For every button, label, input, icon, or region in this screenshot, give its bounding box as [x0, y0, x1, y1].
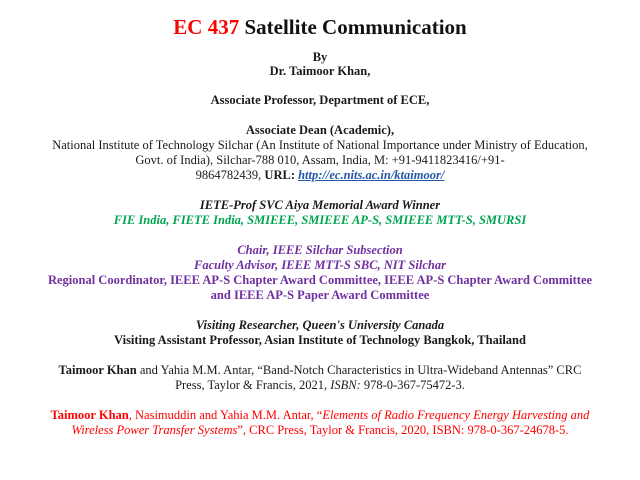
- visiting-block: [0, 318, 640, 348]
- affiliation-line3: [0, 168, 640, 183]
- affiliation-block: [0, 123, 640, 183]
- book2-line2-rest: ”, CRC Press, Taylor & Francis, 2020, ISBN: 978-0-367-24678-5.: [237, 423, 569, 437]
- url-label: URL:: [264, 168, 295, 182]
- slide-title: [0, 14, 640, 40]
- book1-author: Taimoor Khan: [58, 363, 137, 377]
- byline-author: Dr. Taimoor Khan,: [269, 64, 371, 78]
- book1-publisher: Press, Taylor & Francis, 2021,: [175, 378, 331, 392]
- reference-book2: [0, 408, 640, 438]
- book1-isbn-label: ISBN:: [330, 378, 361, 392]
- visiting-researcher: Visiting Researcher, Queen's University Canada: [195, 318, 445, 332]
- book1-line1-rest: and Yahia M.M. Antar, “Band-Notch Characteristics in Ultra-Wideband Antennas” CRC: [136, 363, 582, 377]
- awards-block: [0, 198, 640, 228]
- reference-book1: [0, 363, 640, 393]
- award-winner-text: IETE-Prof SVC Aiya Memorial Award Winner: [199, 198, 441, 212]
- book1-isbn-value: 978-0-367-75472-3.: [360, 378, 465, 392]
- affiliation-line2: Govt. of India), Silchar-788 010, Assam, India, M: +91-9411823416/+91-: [135, 153, 505, 167]
- personal-homepage-link[interactable]: http://ec.nits.ac.in/ktaimoor/: [298, 168, 445, 182]
- phone-suffix: 9864782439,: [195, 168, 262, 182]
- book2-line2: [0, 423, 640, 438]
- ieee-role-regional-coordinator: Regional Coordinator, IEEE AP-S Chapter Award Committee, IEEE AP-S Chapter Award Committee: [47, 273, 593, 287]
- ieee-roles-block: [0, 243, 640, 303]
- affiliation-line1: National Institute of Technology Silchar (An Institute of National Importance under Ministry of Education,: [52, 138, 588, 152]
- memberships-text: FIE India, FIETE India, SMIEEE, SMIEEE AP-S, SMIEEE MTT-S, SMURSI: [113, 213, 527, 227]
- course-name: Satellite Communication: [244, 15, 467, 39]
- book1-line1: [0, 363, 640, 378]
- visiting-assistant-professor: Visiting Assistant Professor, Asian Institute of Technology Bangkok, Thailand: [114, 333, 526, 347]
- position-block: [0, 93, 640, 108]
- position-text: Associate Professor, Department of ECE,: [210, 93, 430, 107]
- ieee-role-paper-award: and IEEE AP-S Paper Award Committee: [210, 288, 430, 302]
- book2-title-part1: Elements of Radio Frequency Energy Harvesting and: [322, 408, 590, 422]
- ieee-role-faculty-advisor: Faculty Advisor, IEEE MTT-S SBC, NIT Silchar: [194, 258, 446, 272]
- book1-line2: [0, 378, 640, 393]
- book2-line1: [0, 408, 640, 423]
- book2-title-part2: Wireless Power Transfer Systems: [71, 423, 238, 437]
- course-code: EC 437: [173, 15, 240, 39]
- book2-author: Taimoor Khan: [50, 408, 129, 422]
- dean-role: Associate Dean (Academic),: [245, 123, 395, 137]
- byline-by: By: [312, 50, 328, 64]
- byline: [0, 50, 640, 78]
- book2-line1-mid: , Nasimuddin and Yahia M.M. Antar, “: [128, 408, 323, 422]
- ieee-role-chair: Chair, IEEE Silchar Subsection: [237, 243, 403, 257]
